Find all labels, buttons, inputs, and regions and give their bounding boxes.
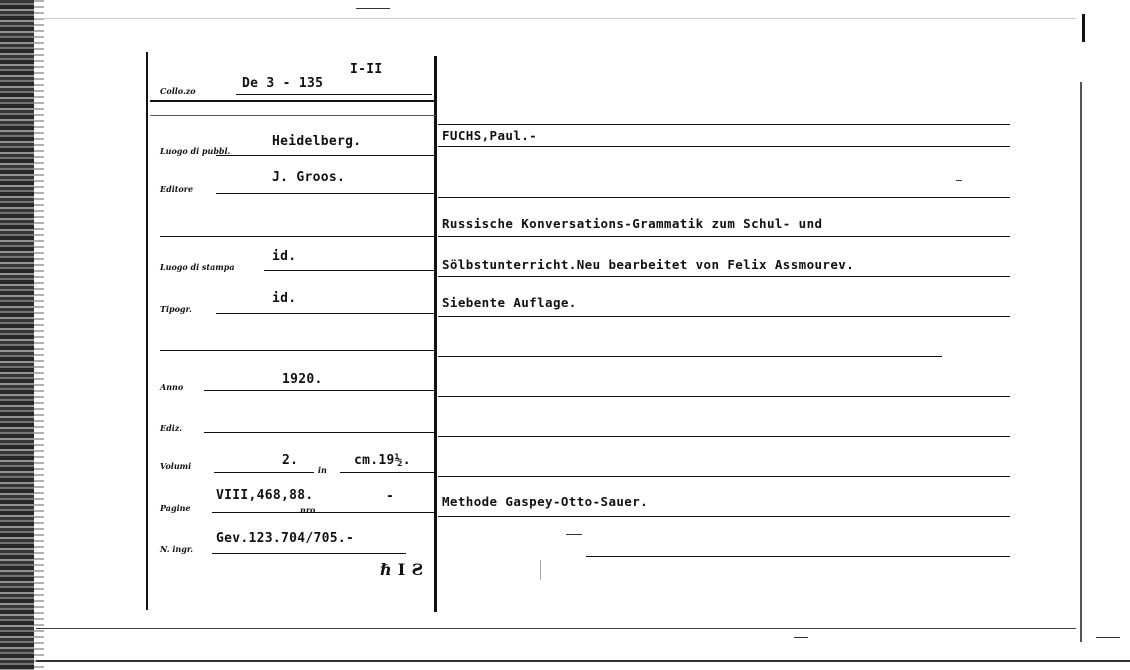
collocazione-superscript: I-II [350,62,383,77]
title-line-2: Sölbstunterricht.Neu bearbeitet von Felix Assmourev. [442,257,855,272]
bottom-rule [36,628,1076,629]
ediz-underline [204,432,434,433]
pagine-dash: - [386,489,395,504]
rule-r5 [438,276,1010,277]
rule-r10 [438,476,1010,477]
series-statement: Methode Gaspey-Otto-Sauer. [442,494,649,509]
rule-r3 [438,197,1010,198]
luogo-pubbl-underline [216,155,434,156]
right-edge-line [1080,82,1082,642]
center-divider [434,56,437,612]
scan-speck [1096,637,1120,638]
editore-underline [216,193,434,194]
scan-speck [566,534,582,535]
collocazione-box-rule [150,100,436,102]
volumi-value: 2. [282,453,299,468]
blank-underline-2 [160,350,434,351]
rule-r8 [438,396,1010,397]
rule-r4 [438,236,1010,237]
label-anno: Anno [160,382,184,392]
header-rule [150,115,436,116]
rule-r9 [438,436,1010,437]
label-nro: nro [300,505,316,515]
rule-r12 [586,556,1010,557]
label-luogo-stampa: Luogo di stampa [160,262,235,272]
label-editore: Editore [160,184,194,194]
top-rule [36,18,1076,19]
label-n-ingr: N. ingr. [160,544,194,554]
author-heading: FUCHS,Paul.- [442,128,538,143]
handwritten-mark: ℏ I Ƨ [380,560,424,579]
formato-value: cm.19½. [354,453,411,468]
anno-underline [204,390,434,391]
right-edge-mark [1082,14,1085,42]
tipogr-value: id. [272,291,297,306]
label-tipogr: Tipogr. [160,304,192,314]
rule-r7 [438,356,942,357]
rule-r1 [438,124,1010,125]
label-collocazione: Collo.zo [160,86,196,96]
scan-speck [356,8,390,9]
blank-underline-1 [160,236,434,237]
label-volumi: Volumi [160,461,192,471]
label-ediz: Ediz. [160,423,183,433]
title-line-1: Russische Konversations-Grammatik zum Schul- und [442,216,823,231]
scan-speck [956,180,962,181]
edition-statement: Siebente Auflage. [442,295,577,310]
volumi-underline-1 [214,472,314,473]
label-in: in [318,465,327,475]
rule-r6 [438,316,1010,317]
anno-value: 1920. [282,372,323,387]
editore-value: J. Groos. [272,170,346,185]
pagine-value: VIII,468,88. [216,488,314,503]
luogo-stampa-underline [264,270,434,271]
scan-speck [794,637,808,638]
left-border [146,52,148,610]
luogo-pubbl-value: Heidelberg. [272,134,362,149]
label-pagine: Pagine [160,503,191,513]
bottom-edge [36,660,1130,662]
rule-r11 [438,516,1010,517]
collocazione-underline [236,94,432,95]
label-luogo-pubbl: Luogo di pubbl. [160,146,231,156]
n-ingr-value: Gev.123.704/705.- [216,531,355,546]
luogo-stampa-value: id. [272,249,297,264]
scan-speck [540,560,541,580]
volumi-underline-2 [340,472,434,473]
rule-r2 [438,146,1010,147]
pagine-underline [212,512,434,513]
n-ingr-underline [212,553,406,554]
collocazione-value: De 3 - 135 [242,76,324,91]
tipogr-underline [216,313,434,314]
